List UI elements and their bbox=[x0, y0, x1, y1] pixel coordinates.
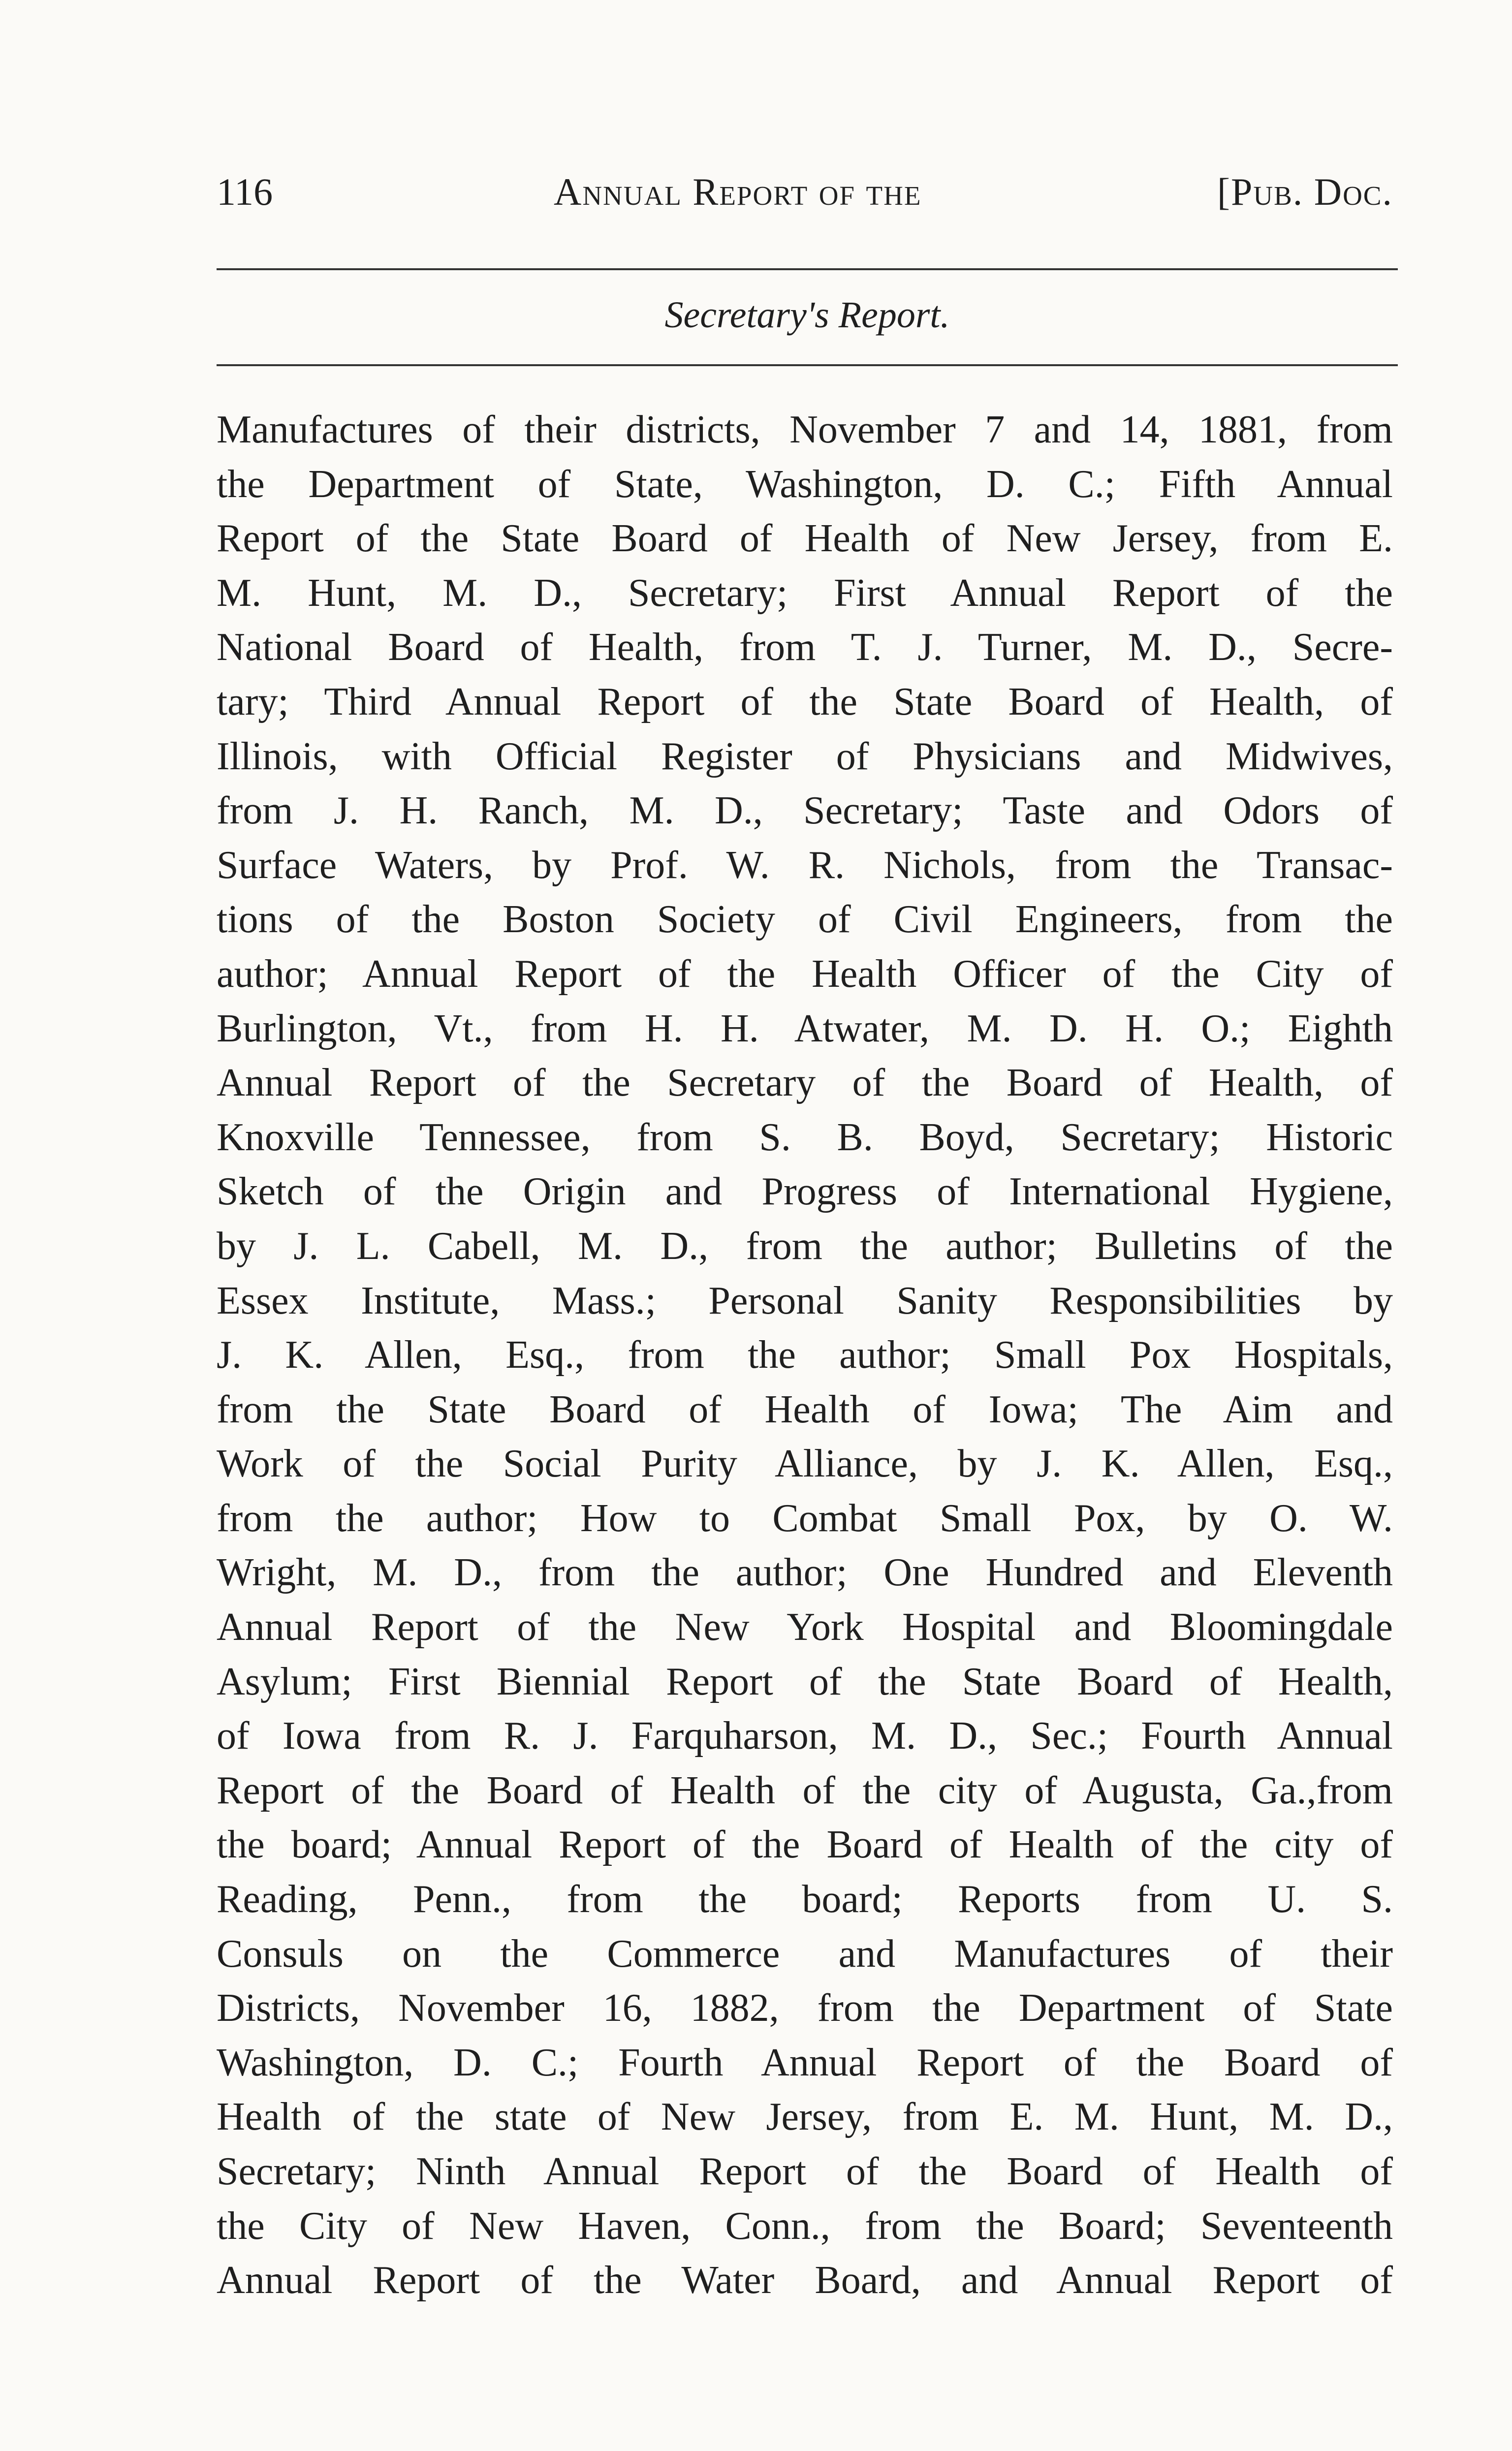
text-line: author; Annual Report of the Health Officer of the City of bbox=[217, 952, 1393, 996]
text-line: Surface Waters, by Prof. W. R. Nichols, from the Transac- bbox=[217, 843, 1393, 887]
section-title: Secretary's Report. bbox=[664, 294, 950, 336]
top-rule bbox=[217, 268, 1398, 270]
text-line: tary; Third Annual Report of the State Board of Health, of bbox=[217, 680, 1393, 723]
text-line: Report of the Board of Health of the city of Augusta, Ga.,from bbox=[217, 1768, 1393, 1812]
text-line: of Iowa from R. J. Farquharson, M. D., Sec.; Fourth Annual bbox=[217, 1714, 1393, 1758]
text-line: Secretary; Ninth Annual Report of the Board of Health of bbox=[217, 2150, 1393, 2193]
text-line: Washington, D. C.; Fourth Annual Report of the Board of bbox=[217, 2041, 1393, 2084]
text-line: National Board of Health, from T. J. Turner, M. D., Secre- bbox=[217, 626, 1393, 669]
running-title: Annual Report of the bbox=[554, 170, 922, 213]
page-header bbox=[217, 162, 1393, 221]
text-line: Report of the State Board of Health of New Jersey, from E. bbox=[217, 517, 1393, 561]
text-line: Work of the Social Purity Alliance, by J. K. Allen, Esq., bbox=[217, 1442, 1393, 1486]
text-line: Illinois, with Official Register of Physicians and Midwives, bbox=[217, 734, 1393, 778]
text-line: Districts, November 16, 1882, from the Department of State bbox=[217, 1986, 1393, 2030]
text-line: Health of the state of New Jersey, from E. M. Hunt, M. D., bbox=[217, 2095, 1393, 2139]
text-line: Reading, Penn., from the board; Reports from U. S. bbox=[217, 1878, 1393, 1921]
text-line: Knoxville Tennessee, from S. B. Boyd, Secretary; Historic bbox=[217, 1115, 1393, 1159]
document-label: [Pub. Doc. bbox=[1217, 170, 1393, 213]
page-number: 116 bbox=[217, 170, 273, 213]
text-line: from the State Board of Health of Iowa; The Aim and bbox=[217, 1387, 1393, 1431]
text-line: Annual Report of the New York Hospital and Bloomingdale bbox=[217, 1605, 1393, 1649]
text-line: J. K. Allen, Esq., from the author; Small Pox Hospitals, bbox=[217, 1333, 1393, 1377]
text-line: Wright, M. D., from the author; One Hundred and Eleventh bbox=[217, 1551, 1393, 1595]
body-text bbox=[217, 403, 1393, 2308]
text-line: M. Hunt, M. D., Secretary; First Annual Report of the bbox=[217, 571, 1393, 615]
text-line: by J. L. Cabell, M. D., from the author; Bulletins of the bbox=[217, 1224, 1393, 1268]
text-line: the Department of State, Washington, D. C.; Fifth Annual bbox=[217, 462, 1393, 506]
text-line: Asylum; First Biennial Report of the State Board of Health, bbox=[217, 1660, 1393, 1703]
text-line: Essex Institute, Mass.; Personal Sanity Responsibilities by bbox=[217, 1279, 1393, 1322]
text-line: Burlington, Vt., from H. H. Atwater, M. D. H. O.; Eighth bbox=[217, 1006, 1393, 1050]
text-line: Manufactures of their districts, November 7 and 14, 1881, from bbox=[217, 408, 1393, 451]
text-line: Annual Report of the Water Board, and Annual Report of bbox=[217, 2259, 1393, 2302]
text-line: from J. H. Ranch, M. D., Secretary; Taste and Odors of bbox=[217, 789, 1393, 833]
text-line: Annual Report of the Secretary of the Board of Health, of bbox=[217, 1061, 1393, 1105]
text-line: Sketch of the Origin and Progress of International Hygiene, bbox=[217, 1170, 1393, 1214]
text-line: the board; Annual Report of the Board of Health of the city of bbox=[217, 1823, 1393, 1867]
text-line: the City of New Haven, Conn., from the Board; Seventeenth bbox=[217, 2204, 1393, 2248]
text-line: from the author; How to Combat Small Pox, by O. W. bbox=[217, 1496, 1393, 1540]
section-rule bbox=[217, 364, 1398, 366]
text-line: tions of the Boston Society of Civil Engineers, from the bbox=[217, 898, 1393, 942]
text-line: Consuls on the Commerce and Manufactures of their bbox=[217, 1932, 1393, 1976]
